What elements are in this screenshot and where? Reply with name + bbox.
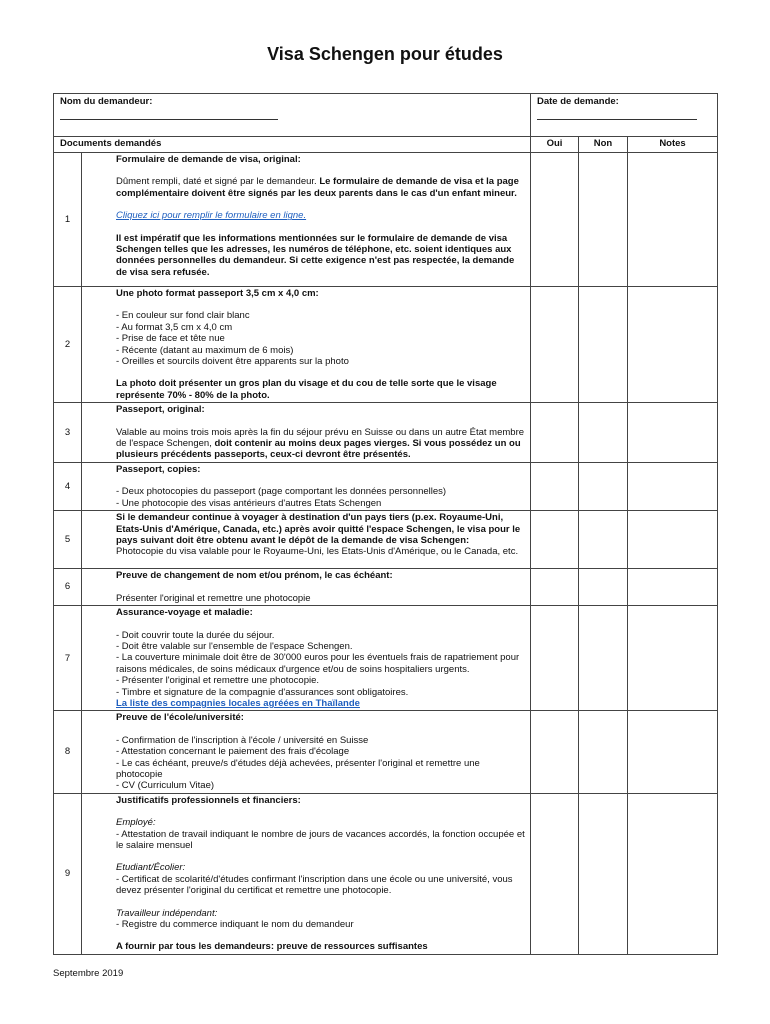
row-number: 9	[54, 793, 82, 954]
row-title: Une photo format passeport 3,5 cm x 4,0 cm:	[116, 288, 319, 299]
list-item: - Prise de face et tête nue	[116, 333, 225, 345]
list-item: - Confirmation de l'inscription à l'école / université en Suisse	[116, 734, 369, 746]
online-form-link[interactable]: Cliquez ici pour remplir le formulaire en ligne.	[116, 210, 307, 222]
row-description	[82, 793, 531, 954]
footer-date: Septembre 2019	[53, 968, 124, 979]
row-text-bold: La photo doit présenter un gros plan du visage et du cou de telle sorte que le visage représente 70% - 80% de la photo.	[116, 378, 497, 401]
list-item: - Récente (datant au maximum de 6 mois)	[116, 344, 294, 356]
no-checkbox[interactable]	[579, 569, 628, 606]
notes-field[interactable]	[628, 793, 718, 954]
row-text-bold: Si le demandeur continue à voyager à destination d'un pays tiers (p.ex. Royaume-Uni, Etats-Unis d'Amérique, Canada, etc.) après avoir quitté l'espace Schengen, le visa pour le pays suivant doit être obtenu avant le dépôt de la demande de visa Schengen:	[116, 512, 521, 546]
no-checkbox[interactable]	[579, 153, 628, 287]
row-title: Preuve de l'école/université:	[116, 712, 244, 724]
insurance-companies-link[interactable]: La liste des compagnies locales agréées en Thaïlande	[116, 697, 360, 709]
no-checkbox[interactable]	[579, 511, 628, 569]
yes-checkbox[interactable]	[531, 569, 579, 606]
row-description	[82, 287, 531, 403]
notes-field[interactable]	[628, 287, 718, 403]
notes-field[interactable]	[628, 153, 718, 287]
documents-table	[53, 93, 718, 955]
row-number: 3	[54, 403, 82, 463]
list-item: - CV (Curriculum Vitae)	[116, 780, 215, 792]
row-text: - Certificat de scolarité/d'études confirmant l'inscription dans une école ou une université, vous devez présenter l'original du certificat et remettre une photocopie.	[116, 873, 513, 897]
row-description	[82, 569, 531, 606]
row-description	[82, 711, 531, 793]
application-date-line[interactable]	[537, 111, 697, 120]
applicant-name-line[interactable]	[60, 111, 278, 120]
document-row-6	[54, 569, 718, 606]
list-item: - Deux photocopies du passeport (page comportant les données personnelles)	[116, 486, 447, 498]
subsection-title: Travailleur indépendant:	[116, 907, 218, 919]
list-item: - Oreilles et sourcils doivent être apparents sur la photo	[116, 356, 349, 368]
list-item: - Doit couvrir toute la durée du séjour.	[116, 629, 275, 641]
row-number: 7	[54, 606, 82, 711]
applicant-name-cell[interactable]	[54, 94, 531, 137]
row-text: - Attestation de travail indiquant le nombre de jours de vacances accordés, la fonction occupée et le salaire mensuel	[116, 828, 525, 851]
row-description	[82, 606, 531, 711]
row-text: Valable au moins trois mois après la fin du séjour prévu en Suisse ou dans un autre État membre de l'espace Schengen,	[116, 426, 525, 450]
row-description	[82, 403, 531, 463]
notes-field[interactable]	[628, 711, 718, 793]
document-row-3	[54, 403, 718, 463]
document-row-5	[54, 511, 718, 569]
list-item: - En couleur sur fond clair blanc	[116, 310, 250, 322]
application-date-cell[interactable]	[531, 94, 718, 137]
row-number: 6	[54, 569, 82, 606]
list-item: - Attestation concernant le paiement des frais d'écolage	[116, 746, 350, 758]
list-item: - Timbre et signature de la compagnie d'assurances sont obligatoires.	[116, 686, 409, 698]
notes-field[interactable]	[628, 569, 718, 606]
yes-checkbox[interactable]	[531, 403, 579, 463]
notes-header: Notes	[628, 137, 718, 153]
column-header-row	[54, 137, 718, 153]
no-checkbox[interactable]	[579, 606, 628, 711]
row-number: 5	[54, 511, 82, 569]
no-checkbox[interactable]	[579, 462, 628, 510]
document-row-2	[54, 287, 718, 403]
row-title: Preuve de changement de nom et/ou prénom, le cas échéant:	[116, 570, 393, 582]
yes-checkbox[interactable]	[531, 287, 579, 403]
row-title: Passeport, copies:	[116, 463, 201, 475]
row-text: Présenter l'original et remettre une photocopie	[116, 592, 311, 604]
notes-field[interactable]	[628, 511, 718, 569]
yes-checkbox[interactable]	[531, 606, 579, 711]
row-description	[82, 511, 531, 569]
no-checkbox[interactable]	[579, 287, 628, 403]
yes-checkbox[interactable]	[531, 711, 579, 793]
row-text-bold: Il est impératif que les informations mentionnées sur le formulaire de demande de visa Schengen telles que les adresses, les numéros de téléphone, etc. soient identiques aux données personnelles du demandeur. Si cette exigence n'est pas respectée, la demande de visa sera refusée.	[116, 232, 515, 278]
application-date-label: Date de demande:	[537, 96, 619, 107]
document-row-4	[54, 462, 718, 510]
list-item: - Une photocopie des visas antérieurs d'autres Etats Schengen	[116, 497, 382, 509]
list-item: - Au format 3,5 cm x 4,0 cm	[116, 321, 233, 333]
notes-field[interactable]	[628, 403, 718, 463]
row-text-bold: A fournir par tous les demandeurs: preuve de ressources suffisantes	[116, 941, 428, 953]
subsection-title: Etudiant/Écolier:	[116, 862, 186, 874]
row-title: Assurance-voyage et maladie:	[116, 607, 253, 619]
row-description	[82, 462, 531, 510]
row-number: 2	[54, 287, 82, 403]
document-row-8	[54, 711, 718, 793]
notes-field[interactable]	[628, 462, 718, 510]
notes-field[interactable]	[628, 606, 718, 711]
row-title: Justificatifs professionnels et financiers:	[116, 794, 301, 806]
no-header: Non	[579, 137, 628, 153]
yes-checkbox[interactable]	[531, 462, 579, 510]
list-item: - La couverture minimale doit être de 30'000 euros pour les éventuels frais de rapatriement pour raisons médicales, de soins médicaux d'urgence et/ou de soins hospitaliers urgents.	[116, 652, 520, 675]
yes-checkbox[interactable]	[531, 793, 579, 954]
list-item: - Doit être valable sur l'ensemble de l'espace Schengen.	[116, 640, 353, 652]
yes-header: Oui	[531, 137, 579, 153]
row-text-bold: doit contenir au moins deux pages vierges. Si vous possédez un ou plusieurs précédents passeports, ceux-ci devront être présentés.	[116, 438, 521, 461]
yes-checkbox[interactable]	[531, 511, 579, 569]
yes-checkbox[interactable]	[531, 153, 579, 287]
row-title: Formulaire de demande de visa, original:	[116, 154, 301, 165]
row-number: 8	[54, 711, 82, 793]
row-number: 1	[54, 153, 82, 287]
document-row-9	[54, 793, 718, 954]
list-item: - Le cas échéant, preuve/s d'études déjà achevées, présenter l'original et remettre une photocopie	[116, 757, 480, 780]
row-text: - Registre du commerce indiquant le nom du demandeur	[116, 919, 354, 931]
row-text-bold: Le formulaire de demande de visa et la page complémentaire doivent être signés par les deux parents dans le cas d'un enfant mineur.	[116, 176, 519, 199]
no-checkbox[interactable]	[579, 711, 628, 793]
page-title: Visa Schengen pour études	[267, 44, 503, 64]
row-number: 4	[54, 462, 82, 510]
row-description	[82, 153, 531, 287]
document-row-1	[54, 153, 718, 287]
applicant-name-label: Nom du demandeur:	[60, 96, 153, 107]
no-checkbox[interactable]	[579, 793, 628, 954]
list-item: - Présenter l'original et remettre une photocopie.	[116, 675, 320, 687]
documents-header: Documents demandés	[54, 137, 531, 153]
row-text: Photocopie du visa valable pour le Royaume-Uni, les Etats-Unis d'Amérique, ou le Canada, etc.	[116, 546, 519, 558]
row-text: Dûment rempli, daté et signé par le demandeur.	[116, 176, 320, 188]
document-row-7	[54, 606, 718, 711]
applicant-row	[54, 94, 718, 137]
row-title: Passeport, original:	[116, 404, 205, 416]
no-checkbox[interactable]	[579, 403, 628, 463]
subsection-title: Employé:	[116, 817, 156, 829]
